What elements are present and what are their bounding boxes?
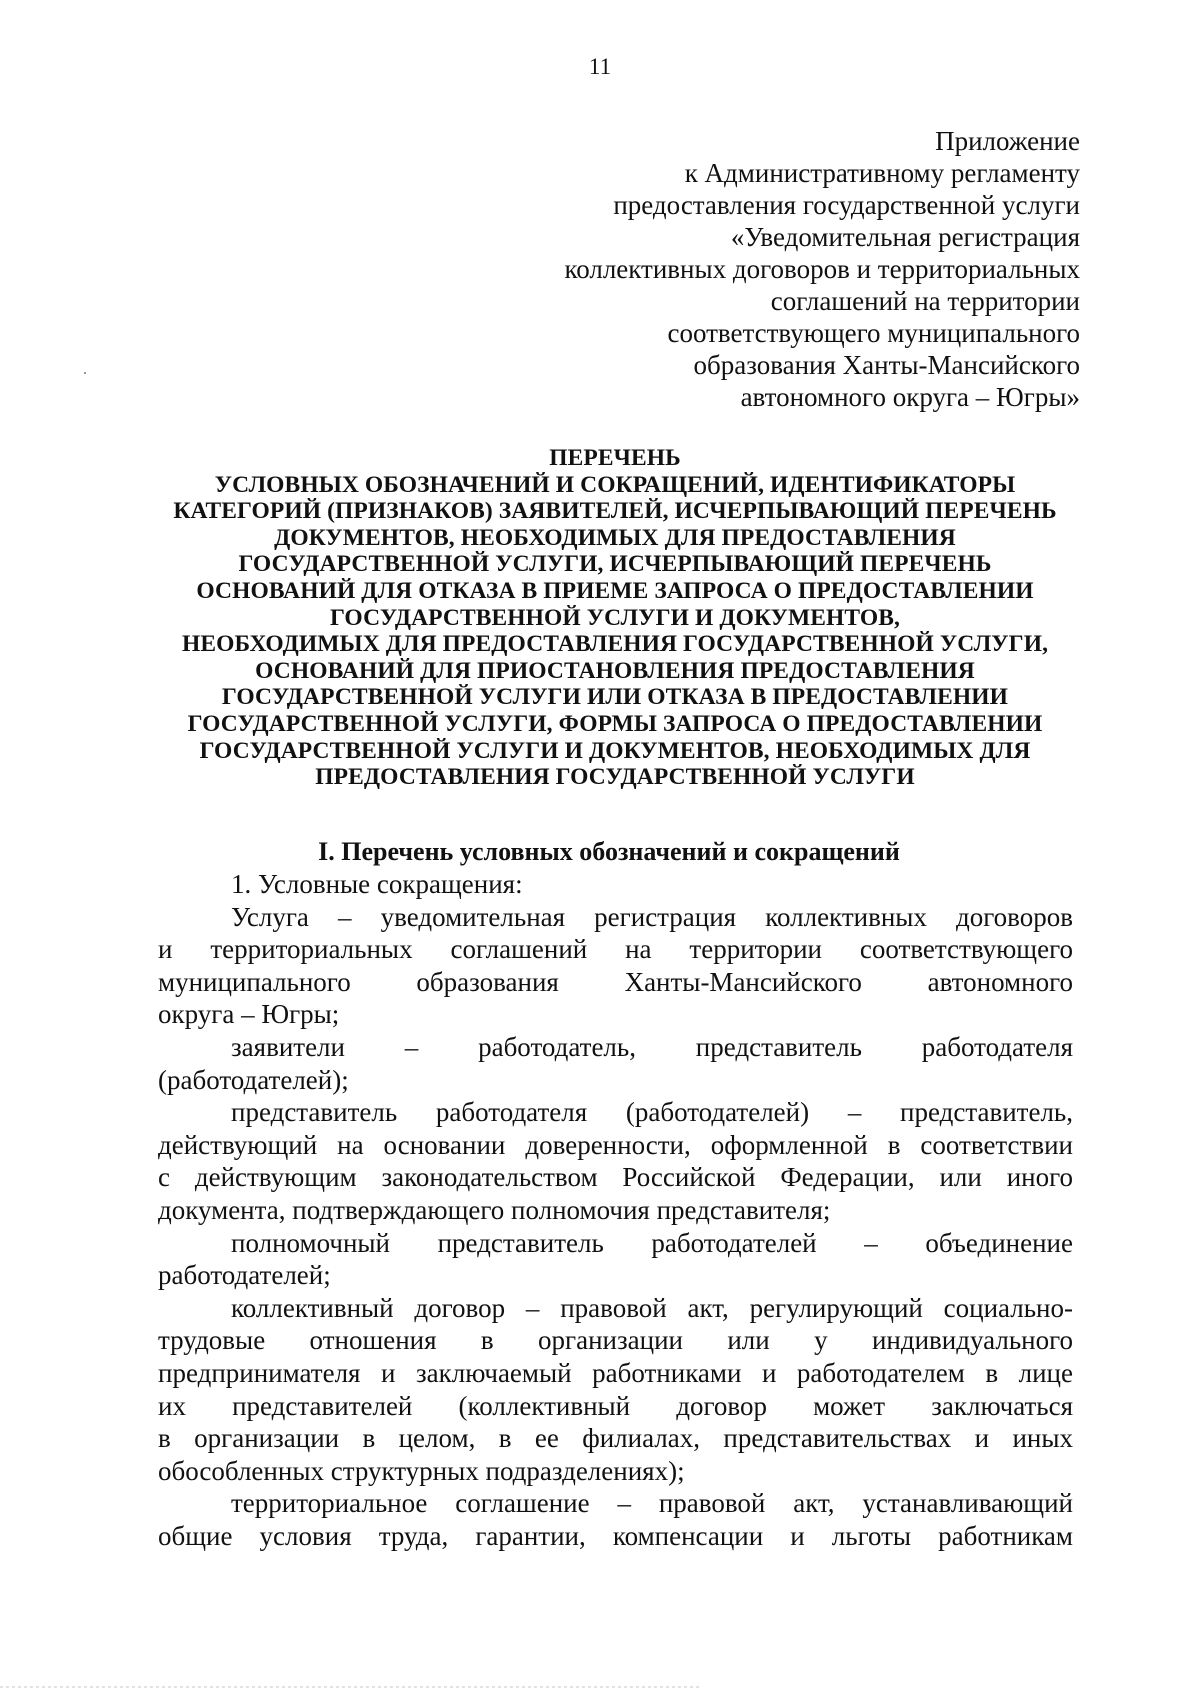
title-line: ПЕРЕЧЕНЬ — [549, 445, 681, 471]
appendix-line: предоставления государственной услуги — [613, 190, 1080, 220]
title-line: ГОСУДАРСТВЕННОЙ УСЛУГИ ИЛИ ОТКАЗА В ПРЕДОСТАВЛЕНИИ — [221, 684, 1009, 711]
document-title — [150, 445, 1080, 791]
definition-zayaviteli-line: заявители – работодатель, представитель работодателя — [231, 1031, 1073, 1062]
definition-polnomochny-line: полномочный представитель работодателей – объединение — [231, 1227, 1073, 1258]
definition-kollektivny-line: обособленных структурных подразделениях); — [158, 1455, 685, 1486]
title-line: НЕОБХОДИМЫХ ДЛЯ ПРЕДОСТАВЛЕНИЯ ГОСУДАРСТВЕННОЙ УСЛУГИ, — [181, 631, 1049, 658]
title-line: ПРЕДОСТАВЛЕНИЯ ГОСУДАРСТВЕННОЙ УСЛУГИ — [315, 764, 915, 791]
title-line: ОСНОВАНИЙ ДЛЯ ОТКАЗА В ПРИЕМЕ ЗАПРОСА О ПРЕДОСТАВЛЕНИИ — [196, 577, 1034, 604]
appendix-line: соответствующего муниципального — [667, 318, 1080, 348]
definition-territorialnoe-line: территориальное соглашение – правовой акт, устанавливающий — [231, 1488, 1073, 1519]
title-line: КАТЕГОРИЙ (ПРИЗНАКОВ) ЗАЯВИТЕЛЕЙ, ИСЧЕРПЫВАЮЩИЙ ПЕРЕЧЕНЬ — [173, 498, 1057, 525]
definition-predstavitel-line: документа, подтверждающего полномочия представителя; — [158, 1194, 831, 1225]
title-line: ГОСУДАРСТВЕННОЙ УСЛУГИ, ИСЧЕРПЫВАЮЩИЙ ПЕРЕЧЕНЬ — [238, 551, 992, 578]
title-line: ГОСУДАРСТВЕННОЙ УСЛУГИ И ДОКУМЕНТОВ, НЕОБХОДИМЫХ ДЛЯ — [199, 737, 1031, 764]
appendix-line: Приложение — [935, 126, 1080, 156]
definition-usluga-line: муниципального образования Ханты-Мансийского автономного — [158, 966, 1073, 997]
appendix-line: «Уведомительная регистрация — [730, 222, 1080, 252]
title-line: ДОКУМЕНТОВ, НЕОБХОДИМЫХ ДЛЯ ПРЕДОСТАВЛЕНИЯ — [274, 524, 956, 551]
appendix-line: автономного округа – Югры» — [740, 382, 1080, 412]
scan-artifact-line — [0, 1686, 700, 1688]
title-line: ГОСУДАРСТВЕННОЙ УСЛУГИ, ФОРМЫ ЗАПРОСА О ПРЕДОСТАВЛЕНИИ — [187, 710, 1043, 737]
definition-usluga-line: Услуга – уведомительная регистрация коллективных договоров — [231, 901, 1073, 932]
definition-usluga-line: округа – Югры; — [158, 999, 340, 1030]
definition-predstavitel-line: действующий на основании доверенности, оформленной в соответствии — [158, 1129, 1073, 1160]
definition-predstavitel-line: представитель работодателя (работодателей) – представитель, — [231, 1097, 1073, 1128]
item-1: 1. Условные сокращения: — [231, 869, 523, 899]
appendix-line: образования Ханты-Мансийского — [693, 350, 1080, 380]
definition-zayaviteli-line: (работодателей); — [158, 1064, 349, 1095]
title-line: ГОСУДАРСТВЕННОЙ УСЛУГИ И ДОКУМЕНТОВ, — [329, 604, 901, 631]
scan-speck — [84, 372, 86, 374]
title-line: УСЛОВНЫХ ОБОЗНАЧЕНИЙ И СОКРАЩЕНИЙ, ИДЕНТИФИКАТОРЫ — [214, 471, 1016, 498]
definition-polnomochny-line: работодателей; — [158, 1260, 331, 1291]
appendix-line: коллективных договоров и территориальных — [564, 254, 1080, 284]
definition-kollektivny-line: коллективный договор – правовой акт, регулирующий социально- — [231, 1292, 1073, 1323]
page-number: 11 — [588, 54, 612, 79]
appendix-header — [520, 125, 1080, 413]
appendix-line: соглашений на территории — [770, 286, 1080, 316]
body-text — [158, 868, 1073, 1552]
title-line: ОСНОВАНИЙ ДЛЯ ПРИОСТАНОВЛЕНИЯ ПРЕДОСТАВЛЕНИЯ — [255, 657, 975, 684]
definition-predstavitel-line: с действующим законодательством Российской Федерации, или иного — [158, 1162, 1073, 1193]
appendix-line: к Административному регламенту — [684, 158, 1080, 188]
definition-kollektivny-line: трудовые отношения в организации или у индивидуального — [158, 1325, 1073, 1356]
definition-territorialnoe-line: общие условия труда, гарантии, компенсации и льготы работникам — [158, 1520, 1073, 1551]
definition-kollektivny-line: в организации в целом, в ее филиалах, представительствах и иных — [158, 1423, 1073, 1454]
section-heading: I. Перечень условных обозначений и сокращений — [318, 837, 900, 866]
definition-usluga-line: и территориальных соглашений на территории соответствующего — [158, 934, 1073, 965]
definition-kollektivny-line: предпринимателя и заключаемый работниками и работодателем в лице — [158, 1357, 1073, 1388]
definition-kollektivny-line: их представителей (коллективный договор может заключаться — [158, 1390, 1073, 1421]
